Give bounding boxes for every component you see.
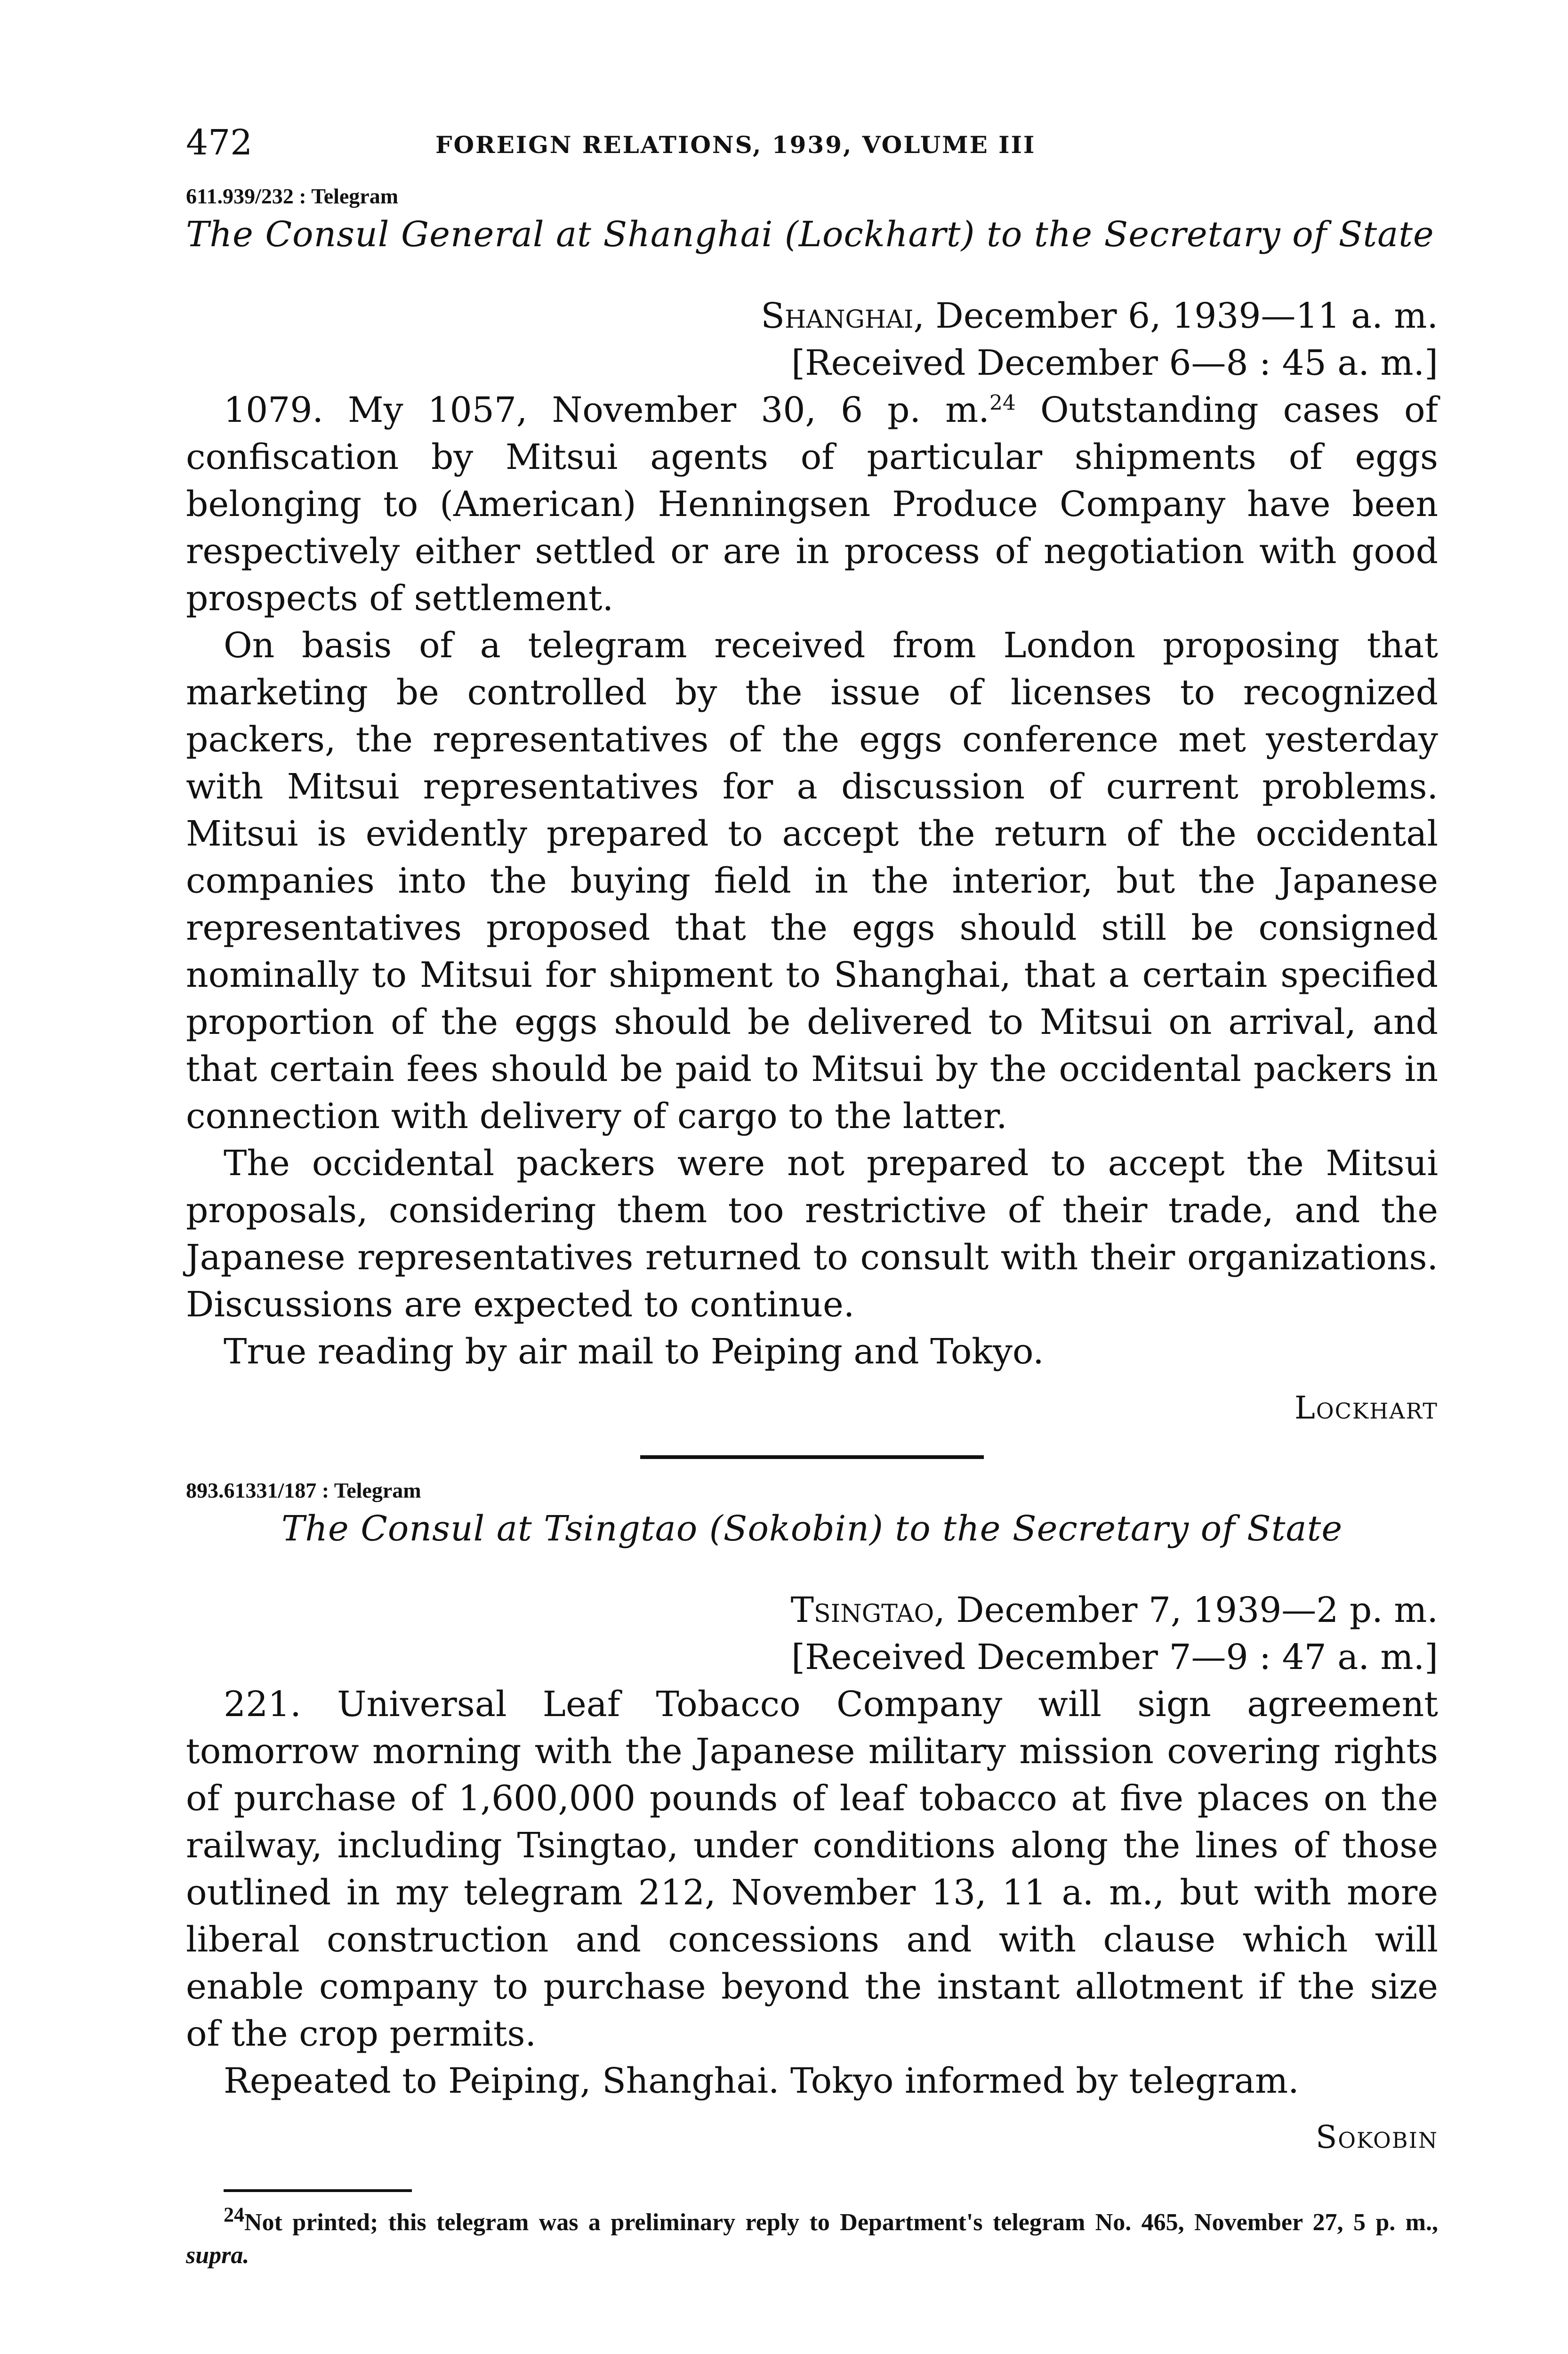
dateline	[186, 292, 1438, 387]
dateline-date: , December 7, 1939—2 p. m.	[934, 1590, 1438, 1630]
footnote-marker: 24	[224, 2203, 244, 2226]
paragraph: 221. Universal Leaf Tobacco Company will sign agreement tomorrow morning with the Japanese military mission covering rights of purchase of 1,600,000 pounds of leaf tobacco at five places on the railway, including Tsingtao, under conditions along the lines of those outlined in my telegram 212, November 13, 11 a. m., but with more liberal construction and concessions and with clause which will enable company to purchase beyond the instant allotment if the size of the crop permits.	[186, 1684, 1438, 2054]
document-title: The Consul at Tsingtao (Sokobin) to the Secretary of State	[281, 1508, 1343, 1549]
section-separator	[640, 1455, 984, 1459]
footnote-reference: 24	[989, 391, 1016, 415]
received-line: [Received December 6—8 : 45 a. m.]	[791, 343, 1438, 383]
telegram-tsingtao	[186, 1478, 1438, 2161]
footnote	[186, 2203, 1438, 2272]
file-reference: 893.61331/187 : Telegram	[186, 1478, 421, 1502]
paragraph-text: 1079. My 1057, November 30, 6 p. m.	[224, 390, 989, 430]
footnote-text: Not printed; this telegram was a preliminary reply to Department's telegram No. 465, November 27, 5 p. m.,	[244, 2209, 1438, 2236]
document-page	[186, 118, 1438, 2272]
paragraph-text: Outstanding cases of confiscation by Mitsui agents of particular shipments of eggs belonging to (American) Henningsen Produce Company have been respectively either settled or are in process of negotiation with good prospects of settlement.	[186, 390, 1438, 619]
paragraph: The occidental packers were not prepared to accept the Mitsui proposals, considering them too restrictive of their trade, and the Japanese representatives returned to consult with their organizations. Discussions are expected to continue.	[186, 1143, 1438, 1325]
dateline-place: Tsingtao	[790, 1590, 934, 1630]
received-line: [Received December 7—9 : 47 a. m.]	[791, 1637, 1438, 1677]
paragraph: True reading by air mail to Peiping and Tokyo.	[224, 1331, 1044, 1372]
running-title: FOREIGN RELATIONS, 1939, VOLUME III	[435, 131, 1036, 159]
document-title: The Consul General at Shanghai (Lockhart) to the Secretary of State	[186, 214, 1434, 255]
paragraph: Repeated to Peiping, Shanghai. Tokyo informed by telegram.	[224, 2061, 1299, 2101]
page-number: 472	[186, 122, 253, 163]
running-head	[186, 118, 1438, 169]
paragraph: On basis of a telegram received from London proposing that marketing be controlled by the issue of licenses to recognized packers, the representatives of the eggs conference met yesterday with Mitsui representatives for a discussion of current problems. Mitsui is evidently prepared to accept the return of the occidental companies into the buying field in the interior, but the Japanese representatives proposed that the eggs should still be consigned nominally to Mitsui for shipment to Shanghai, that a certain specified proportion of the eggs should be delivered to Mitsui on arrival, and that certain fees should be paid to Mitsui by the occidental packers in connection with delivery of cargo to the latter.	[186, 625, 1438, 1137]
file-reference: 611.939/232 : Telegram	[186, 184, 399, 208]
dateline	[186, 1587, 1438, 1681]
signature: Sokobin	[1316, 2119, 1438, 2155]
dateline-date: , December 6, 1939—11 a. m.	[913, 296, 1438, 336]
signature: Lockhart	[1295, 1390, 1438, 1426]
footnote-rule	[224, 2189, 412, 2192]
footnote-supra: supra.	[186, 2242, 249, 2269]
telegram-shanghai	[186, 184, 1438, 1432]
paragraph	[186, 387, 1438, 622]
dateline-place: Shanghai	[761, 296, 914, 336]
